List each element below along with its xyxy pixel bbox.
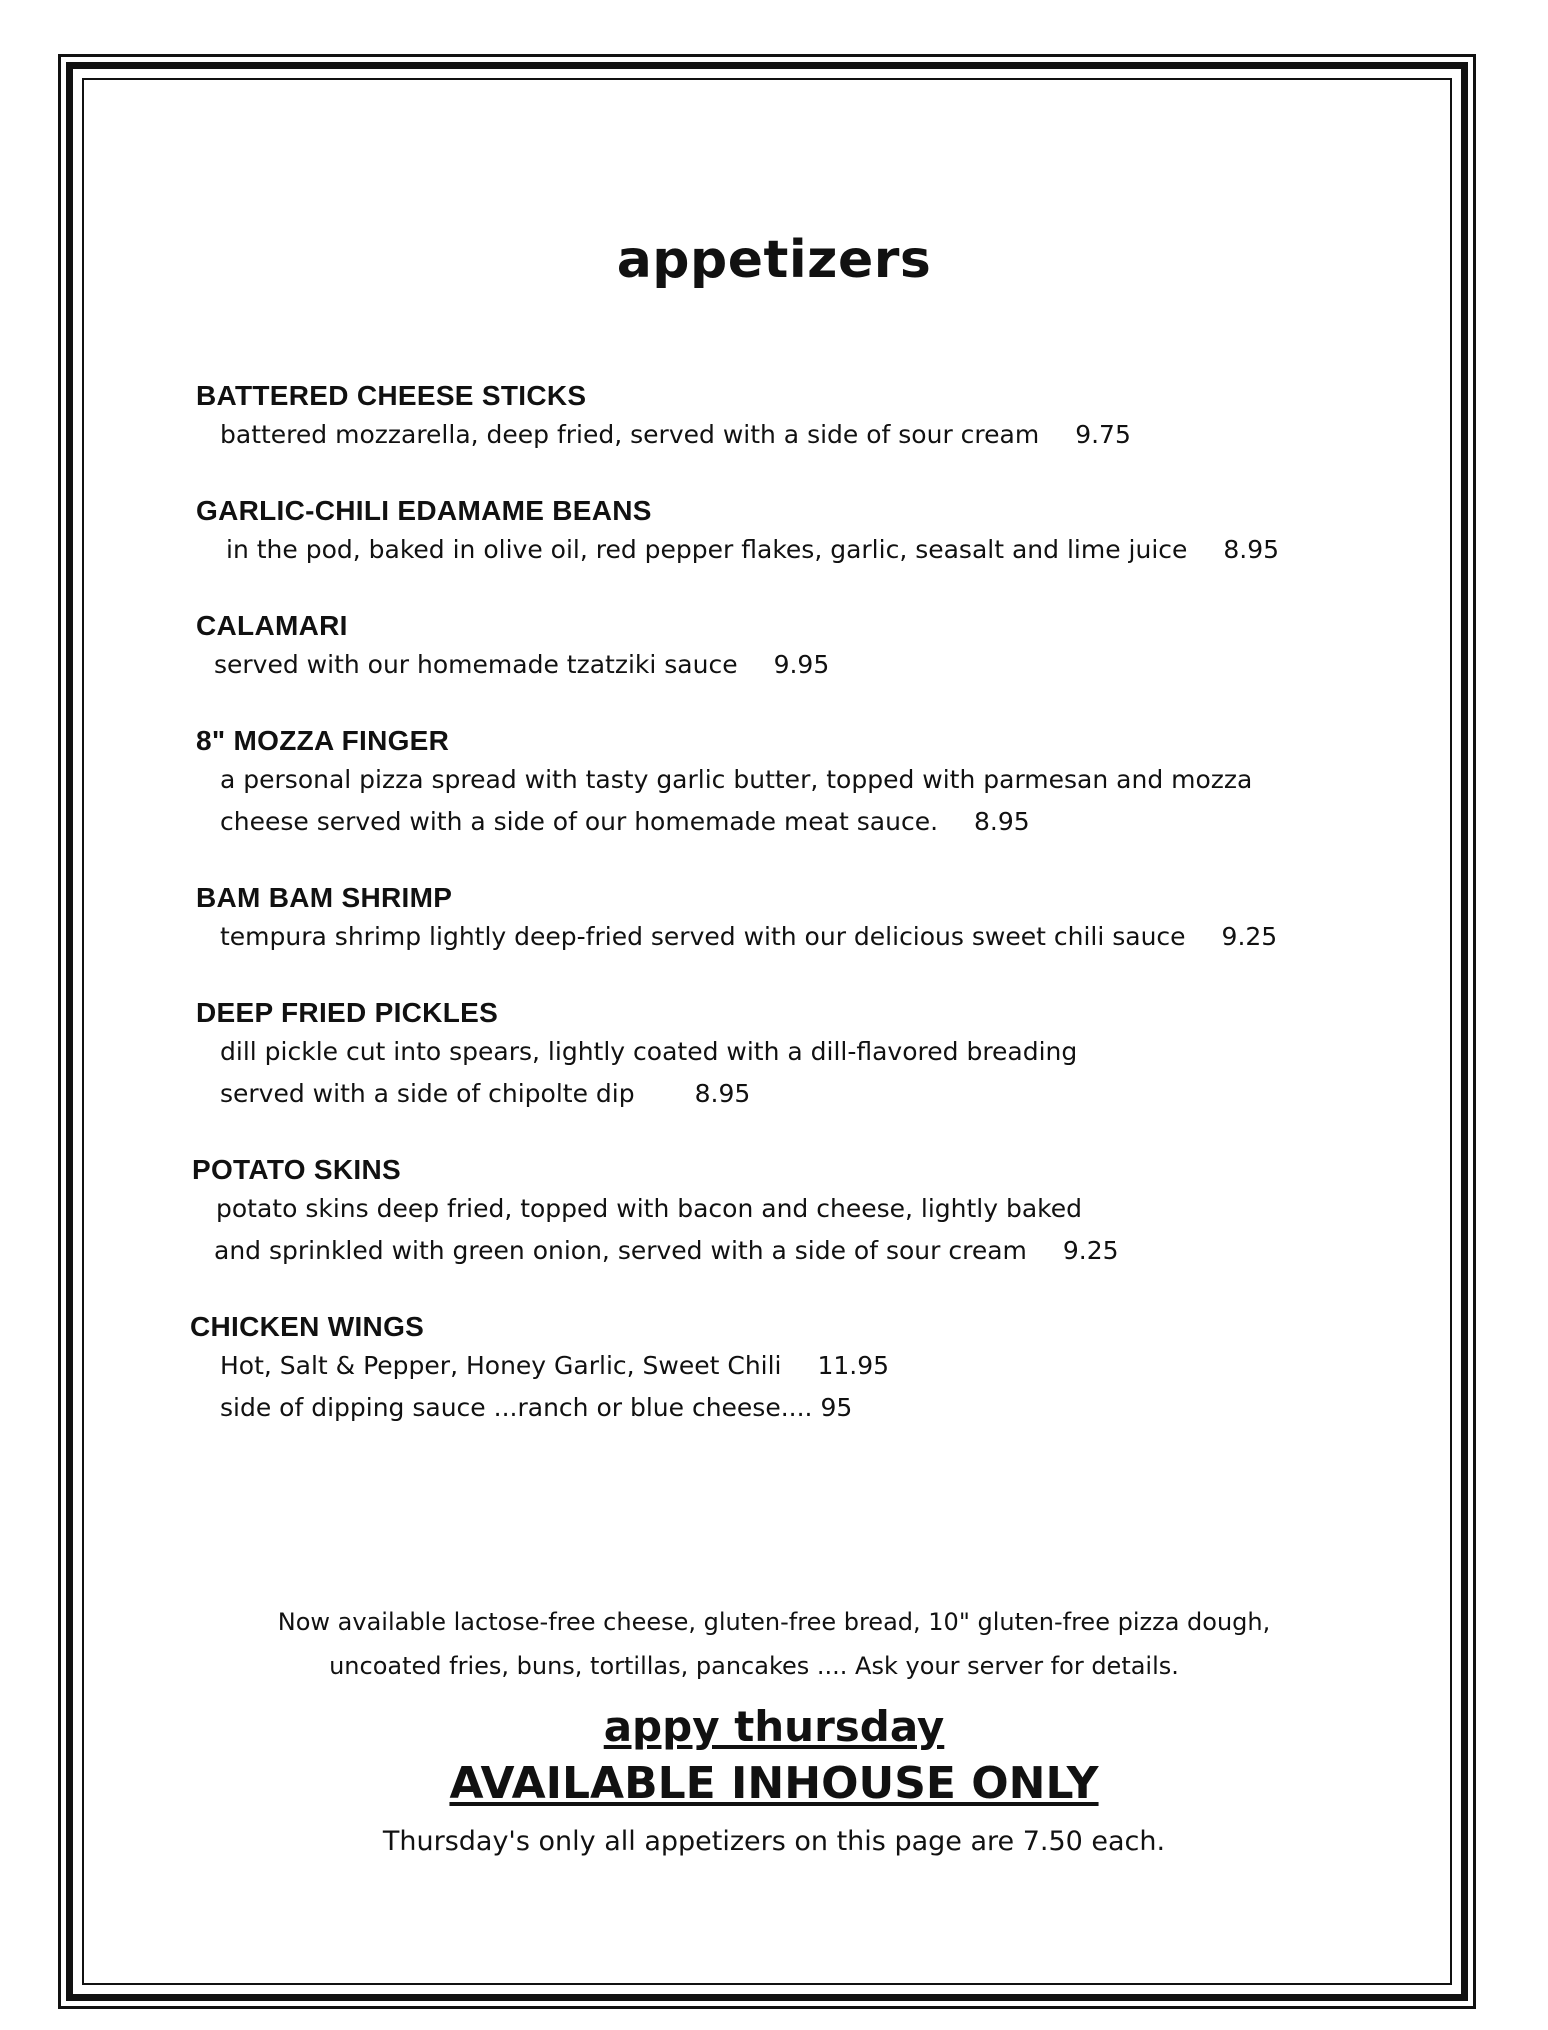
item-description: dill pickle cut into spears, lightly coated with a dill-flavored breading [220, 1037, 1078, 1066]
item-price: 8.95 [974, 807, 1030, 836]
item-description: Hot, Salt & Pepper, Honey Garlic, Sweet Chili 11.95 [220, 1351, 890, 1380]
menu-item [196, 378, 1396, 456]
item-description: potato skins deep fried, topped with bacon and cheese, lightly baked [216, 1194, 1083, 1223]
menu-item [196, 493, 1396, 571]
promo-text: Thursday's only all appetizers on this page are 7.50 each. [382, 1826, 1166, 1857]
item-description: battered mozzarella, deep fried, served with a side of sour cream 9.75 [220, 420, 1131, 449]
menu-items [190, 378, 1396, 1466]
item-price: 11.95 [817, 1351, 890, 1380]
menu-item [196, 880, 1396, 958]
menu-item [192, 1152, 1396, 1272]
dietary-note [0, 1600, 1548, 1688]
item-description: in the pod, baked in olive oil, red pepper flakes, garlic, seasalt and lime juice 8.95 [226, 535, 1280, 564]
item-extra: side of dipping sauce ...ranch or blue cheese.... 95 [220, 1393, 853, 1422]
item-price: 8.95 [694, 1079, 751, 1108]
item-description: served with a side of chipolte dip 8.95 [220, 1079, 751, 1108]
item-price: 9.95 [773, 650, 830, 679]
promo-title: appy thursday [603, 1702, 945, 1751]
item-name: POTATO SKINS [192, 1154, 401, 1185]
item-description: served with our homemade tzatziki sauce 9.95 [214, 650, 830, 679]
menu-item [196, 723, 1396, 843]
item-description: and sprinkled with green onion, served with a side of sour cream 9.25 [214, 1236, 1119, 1265]
menu-item [190, 1309, 1396, 1429]
item-description: cheese served with a side of our homemade meat sauce. 8.95 [220, 807, 1030, 836]
item-name: CALAMARI [196, 610, 348, 641]
menu-item [196, 995, 1396, 1115]
note-line: Now available lactose-free cheese, gluten-free bread, 10" gluten-free pizza dough, [277, 1608, 1271, 1636]
item-description: tempura shrimp lightly deep-fried served with our delicious sweet chili sauce 9.25 [220, 922, 1278, 951]
note-line: uncoated fries, buns, tortillas, pancakes .... Ask your server for details. [329, 1652, 1179, 1680]
item-name: CHICKEN WINGS [190, 1311, 425, 1342]
item-name: DEEP FRIED PICKLES [196, 997, 499, 1028]
item-name: BATTERED CHEESE STICKS [196, 380, 587, 411]
item-price: 9.75 [1075, 420, 1131, 449]
promo-subtitle: AVAILABLE INHOUSE ONLY [449, 1758, 1099, 1809]
item-name: GARLIC-CHILI EDAMAME BEANS [196, 495, 652, 526]
item-name: BAM BAM SHRIMP [196, 882, 453, 913]
item-description: a personal pizza spread with tasty garlic butter, topped with parmesan and mozza [220, 765, 1253, 794]
item-price: 9.25 [1062, 1236, 1119, 1265]
item-price: 9.25 [1221, 922, 1278, 951]
item-price: 8.95 [1223, 535, 1280, 564]
page-title: appetizers [616, 230, 932, 290]
menu-item [196, 608, 1396, 686]
item-name: 8" MOZZA FINGER [196, 725, 450, 756]
